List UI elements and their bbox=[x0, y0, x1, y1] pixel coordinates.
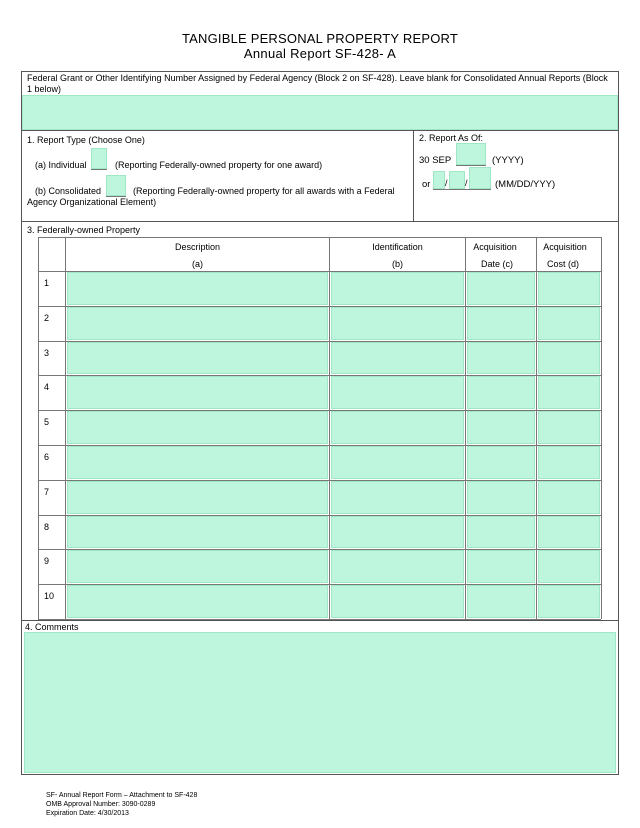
description-cell[interactable] bbox=[67, 516, 328, 549]
row-number: 10 bbox=[44, 591, 55, 602]
row-number: 5 bbox=[44, 417, 50, 428]
sep-prefix: 30 SEP bbox=[419, 155, 452, 166]
acquisition-cost-cell[interactable] bbox=[538, 585, 600, 618]
grant-number-label: Federal Grant or Other Identifying Number Assigned by Federal Agency (Block 2 on SF-428). Leave blank for Consolidated Annual Reports (Block 1 below) bbox=[27, 73, 608, 94]
row-number: 8 bbox=[44, 521, 50, 532]
description-cell[interactable] bbox=[67, 446, 328, 479]
underline bbox=[91, 169, 107, 170]
description-cell[interactable] bbox=[67, 272, 328, 305]
date-separator: / bbox=[445, 178, 448, 188]
description-cell[interactable] bbox=[67, 585, 328, 618]
comments-field[interactable] bbox=[24, 632, 616, 773]
description-cell[interactable] bbox=[67, 550, 328, 583]
divider bbox=[413, 130, 414, 221]
row-divider bbox=[38, 480, 601, 481]
acquisition-date-cell[interactable] bbox=[467, 481, 535, 514]
identification-cell[interactable] bbox=[331, 516, 464, 549]
divider bbox=[21, 221, 619, 222]
divider bbox=[21, 620, 619, 621]
identification-cell[interactable] bbox=[331, 481, 464, 514]
acquisition-date-cell[interactable] bbox=[467, 446, 535, 479]
acquisition-date-cell[interactable] bbox=[467, 585, 535, 618]
date-separator: / bbox=[465, 178, 468, 188]
column-header-acq-cost-sub: Cost (d) bbox=[546, 259, 579, 269]
identification-cell[interactable] bbox=[331, 446, 464, 479]
description-cell[interactable] bbox=[67, 307, 328, 340]
acquisition-date-cell[interactable] bbox=[467, 516, 535, 549]
form-subtitle: Annual Report SF-428- A bbox=[243, 46, 397, 61]
table-border bbox=[601, 237, 602, 619]
footer-form-name: SF- Annual Report Form – Attachment to SF-428 bbox=[46, 792, 198, 799]
table-border bbox=[465, 237, 466, 619]
acquisition-date-cell[interactable] bbox=[467, 411, 535, 444]
consolidated-label: (b) Consolidated bbox=[35, 186, 102, 196]
acquisition-cost-cell[interactable] bbox=[538, 307, 600, 340]
footer-expiration: Expiration Date: 4/30/2013 bbox=[46, 810, 129, 817]
report-as-of-label: 2. Report As Of: bbox=[419, 133, 484, 143]
underline bbox=[433, 189, 491, 190]
individual-description: (Reporting Federally-owned property for one award) bbox=[115, 160, 323, 170]
date-format-hint: (MM/DD/YYY) bbox=[495, 179, 556, 190]
row-number: 1 bbox=[44, 278, 50, 288]
acquisition-cost-cell[interactable] bbox=[538, 342, 600, 375]
day-field[interactable] bbox=[449, 171, 465, 189]
identification-cell[interactable] bbox=[331, 411, 464, 444]
acquisition-cost-cell[interactable] bbox=[538, 272, 600, 305]
comments-label: 4. Comments bbox=[25, 622, 79, 632]
column-header-identification: Identification bbox=[372, 242, 423, 252]
row-divider bbox=[38, 549, 601, 550]
column-header-identification-sub: (b) bbox=[392, 259, 403, 269]
row-number: 2 bbox=[44, 312, 50, 323]
identification-cell[interactable] bbox=[331, 585, 464, 618]
identification-cell[interactable] bbox=[331, 550, 464, 583]
form-title: TANGIBLE PERSONAL PROPERTY REPORT bbox=[181, 31, 459, 46]
acquisition-cost-cell[interactable] bbox=[538, 481, 600, 514]
description-cell[interactable] bbox=[67, 481, 328, 514]
table-border bbox=[38, 237, 601, 238]
acquisition-date-cell[interactable] bbox=[467, 342, 535, 375]
row-number: 7 bbox=[44, 486, 50, 497]
acquisition-cost-cell[interactable] bbox=[538, 550, 600, 583]
identification-cell[interactable] bbox=[331, 342, 464, 375]
table-border bbox=[65, 237, 66, 619]
row-divider bbox=[38, 375, 601, 376]
column-header-description: Description bbox=[174, 242, 221, 252]
year-field[interactable] bbox=[456, 143, 486, 165]
row-number: 4 bbox=[44, 382, 50, 393]
acquisition-date-cell[interactable] bbox=[467, 376, 535, 409]
acquisition-date-cell[interactable] bbox=[467, 272, 535, 305]
individual-label: (a) Individual bbox=[35, 160, 87, 170]
acquisition-cost-cell[interactable] bbox=[538, 446, 600, 479]
table-border bbox=[536, 237, 537, 619]
description-cell[interactable] bbox=[67, 342, 328, 375]
date-year-field[interactable] bbox=[469, 167, 491, 189]
description-cell[interactable] bbox=[67, 411, 328, 444]
column-header-description-sub: (a) bbox=[192, 259, 203, 269]
month-field[interactable] bbox=[433, 171, 445, 189]
or-prefix: or bbox=[422, 179, 431, 190]
property-label: 3. Federally-owned Property bbox=[27, 225, 141, 235]
underline bbox=[456, 165, 486, 166]
column-header-acq-date-sub: Date (c) bbox=[480, 259, 513, 269]
row-divider bbox=[38, 515, 601, 516]
identification-cell[interactable] bbox=[331, 272, 464, 305]
divider bbox=[21, 130, 619, 131]
consolidated-description: (Reporting Federally-owned property for all awards with a Federal Agency Organizational Element) bbox=[27, 186, 395, 207]
yyyy-hint: (YYYY) bbox=[492, 155, 524, 166]
column-header-acq-cost: Acquisition bbox=[543, 242, 587, 252]
row-divider bbox=[38, 584, 601, 585]
identification-cell[interactable] bbox=[331, 376, 464, 409]
row-number: 3 bbox=[44, 347, 50, 358]
row-number: 6 bbox=[44, 452, 50, 462]
grant-number-field[interactable] bbox=[22, 95, 618, 130]
row-divider bbox=[38, 410, 601, 411]
row-divider bbox=[38, 341, 601, 342]
acquisition-cost-cell[interactable] bbox=[538, 376, 600, 409]
table-border bbox=[329, 237, 330, 619]
row-number: 9 bbox=[44, 556, 50, 567]
row-divider bbox=[38, 445, 601, 446]
acquisition-cost-cell[interactable] bbox=[538, 411, 600, 444]
description-cell[interactable] bbox=[67, 376, 328, 409]
acquisition-date-cell[interactable] bbox=[467, 550, 535, 583]
acquisition-cost-cell[interactable] bbox=[538, 516, 600, 549]
individual-checkbox[interactable] bbox=[91, 148, 107, 169]
row-divider bbox=[38, 306, 601, 307]
acquisition-date-cell[interactable] bbox=[467, 307, 535, 340]
report-type-label: 1. Report Type (Choose One) bbox=[27, 135, 145, 145]
column-header-acq-date: Acquisition bbox=[473, 242, 517, 252]
table-border bbox=[38, 237, 39, 619]
footer-omb-number: OMB Approval Number: 3090-0289 bbox=[46, 801, 156, 808]
identification-cell[interactable] bbox=[331, 307, 464, 340]
